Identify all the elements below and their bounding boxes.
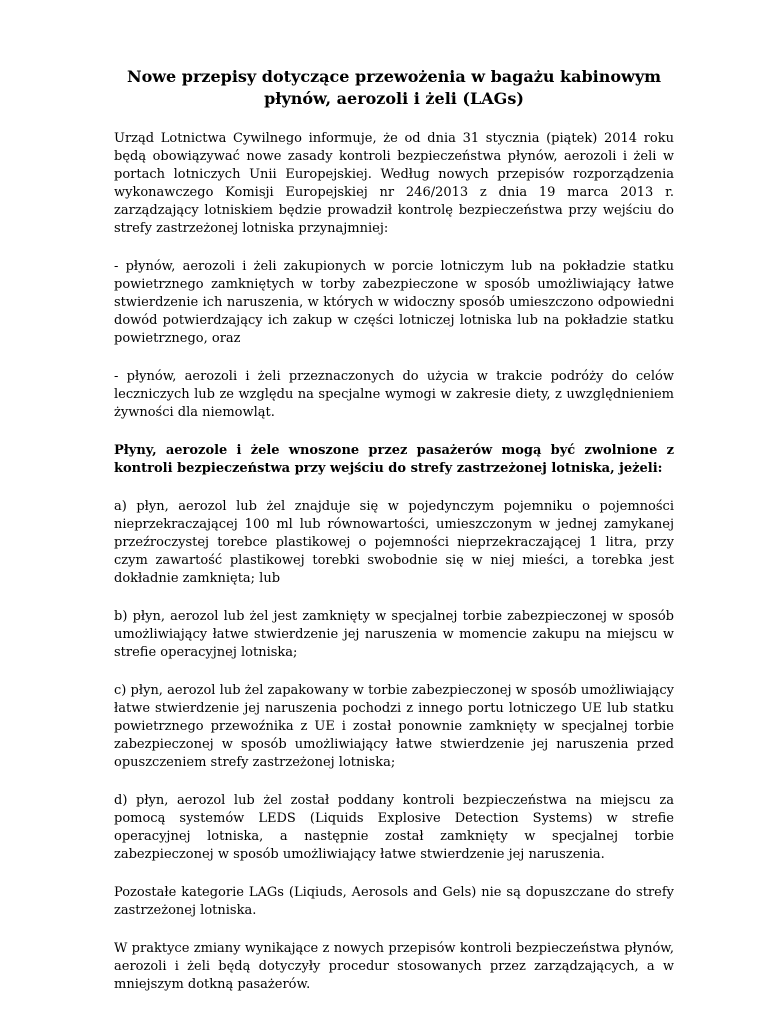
closing-paragraph-practice: W praktyce zmiany wynikające z nowych przepisów kontroli bezpieczeństwa płynów, aerozoli i żeli będą dotyczyły procedur stosowanych przez zarządzających, a w mniejszym dotkną pasażerów. [114, 941, 674, 992]
closing-paragraph-categories: Pozostałe kategorie LAGs (Liqiuds, Aerosols and Gels) nie są dopuszczane do strefy zastrzeżonej lotniska. [114, 885, 674, 918]
intro-paragraph: Urząd Lotnictwa Cywilnego informuje, że od dnia 31 stycznia (piątek) 2014 roku będą obowiązywać nowe zasady kontroli bezpieczeństwa płynów, aerozoli i żeli w portach lotniczych Unii Europejskiej. Według nowych przepisów rozporządzenia wykonawczego Komisji Europejskiej nr 246/2013 z dnia 19 marca 2013 r. zarządzający lotniskiem będzie prowadził kontrolę bezpieczeństwa przy wejściu do strefy zastrzeżonej lotniska przynajmniej: [114, 131, 674, 236]
bullet-paragraph-purchased: - płynów, aerozoli i żeli zakupionych w porcie lotniczym lub na pokładzie statku powietrznego zamkniętych w torby zabezpieczone w sposób umożliwiający łatwe stwierdzenie ich naruszenia, w których w widoczny sposób umieszczono odpowiedni dowód potwierdzający ich zakup w części lotniczej lotniska lub na pokładzie statku powietrznego, oraz [114, 259, 674, 346]
exemption-heading: Płyny, aerozole i żele wnoszone przez pasażerów mogą być zwolnione z kontroli bezpieczeństwa przy wejściu do strefy zastrzeżonej lotniska, jeżeli: [114, 443, 674, 476]
condition-b: b) płyn, aerozol lub żel jest zamknięty w specjalnej torbie zabezpieczonej w sposób umożliwiający łatwe stwierdzenie jej naruszenia w momencie zakupu na miejscu w strefie operacyjnej lotniska; [114, 609, 674, 660]
bullet-paragraph-medical: - płynów, aerozoli i żeli przeznaczonych do użycia w trakcie podróży do celów leczniczych lub ze względu na specjalne wymogi w zakresie diety, z uwzględnieniem żywności dla niemowląt. [114, 369, 674, 420]
document-page [114, 66, 674, 1014]
condition-c: c) płyn, aerozol lub żel zapakowany w torbie zabezpieczonej w sposób umożliwiający łatwe stwierdzenie jej naruszenia pochodzi z innego portu lotniczego UE lub statku powietrznego przewoźnika z UE i został ponownie zamknięty w specjalnej torbie zabezpieczonej w sposób umożliwiający łatwe stwierdzenie jej naruszenia przed opuszczeniem strefy zastrzeżonej lotniska; [114, 683, 674, 770]
document-title: Nowe przepisy dotyczące przewożenia w bagażu kabinowym płynów, aerozoli i żeli (LAGs) [126, 67, 662, 108]
condition-d: d) płyn, aerozol lub żel został poddany kontroli bezpieczeństwa na miejscu za pomocą systemów LEDS (Liquids Explosive Detection Systems) w strefie operacyjnej lotniska, a następnie został zamknięty w specjalnej torbie zabezpieczonej w sposób umożliwiający łatwe stwierdzenie jej naruszenia. [114, 793, 674, 862]
condition-a: a) płyn, aerozol lub żel znajduje się w pojedynczym pojemniku o pojemności nieprzekraczającej 100 ml lub równowartości, umieszczonym w jednej zamykanej przeźroczystej torebce plastikowej o pojemności nieprzekraczającej 1 litra, przy czym zawartość plastikowej torebki swobodnie się w niej mieści, a torebka jest dokładnie zamknięta; lub [114, 499, 674, 586]
